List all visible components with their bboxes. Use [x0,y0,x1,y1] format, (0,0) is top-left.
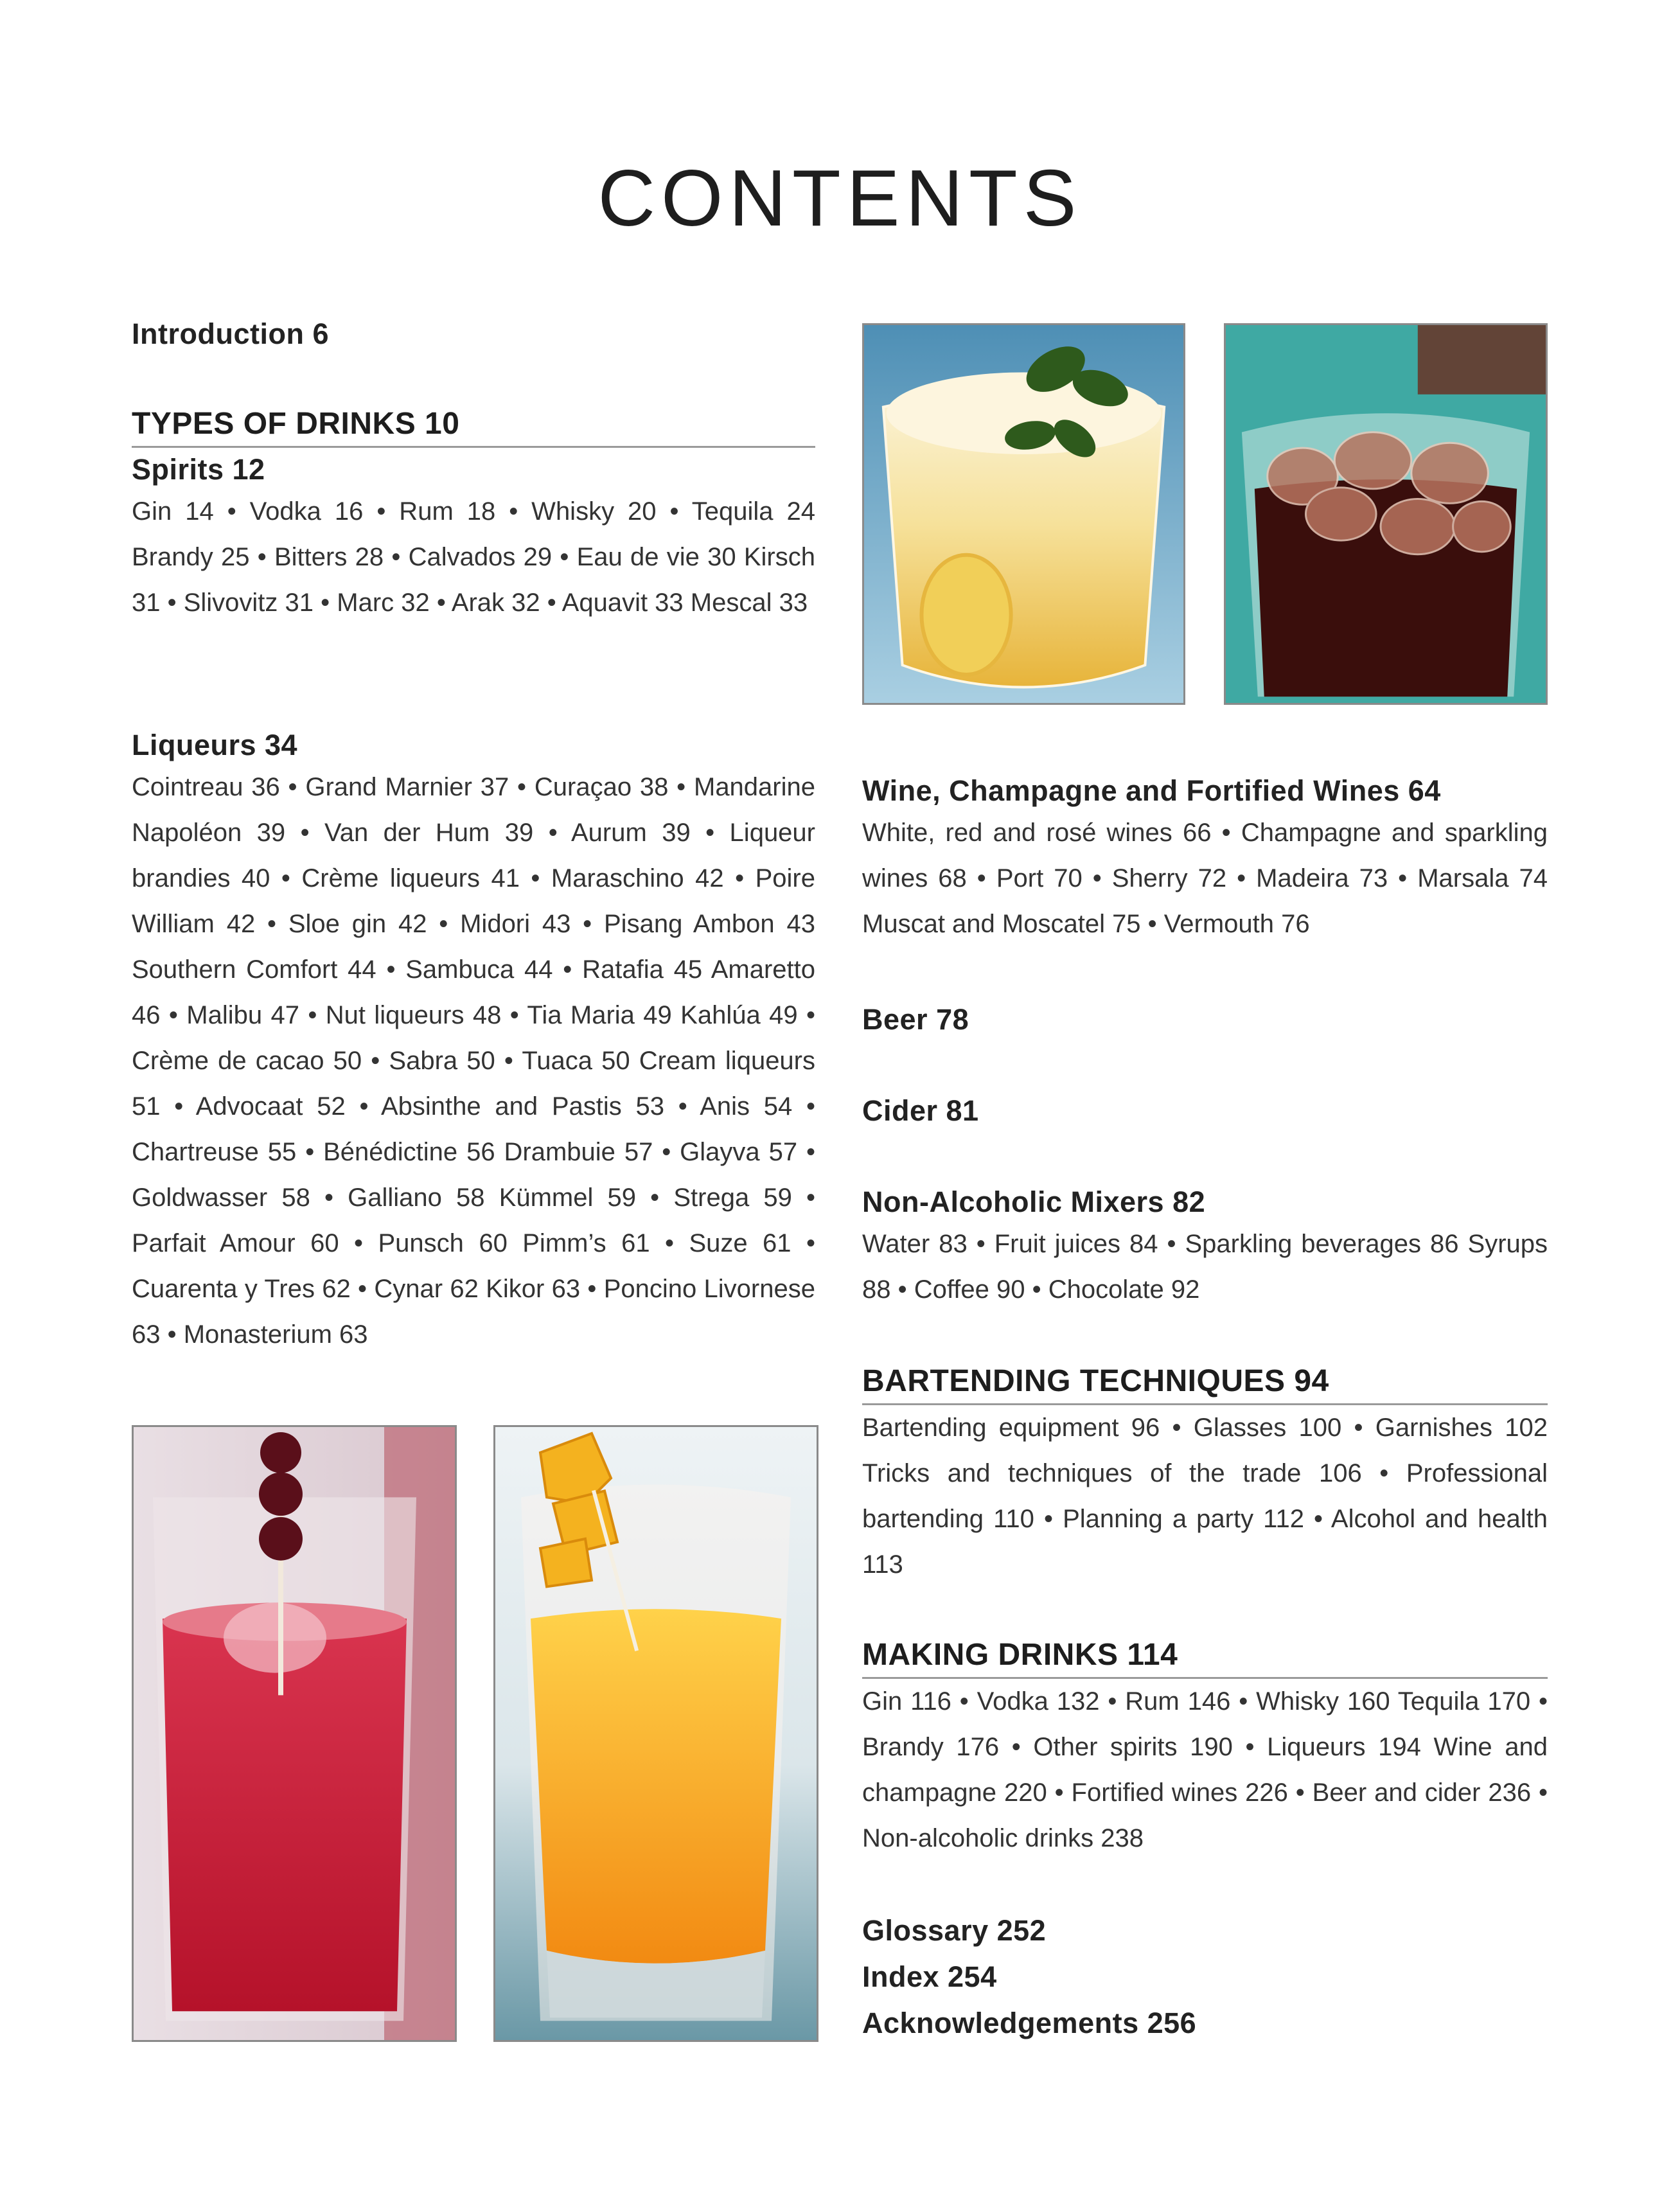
bartending-heading: BARTENDING TECHNIQUES 94 [862,1362,1548,1405]
acknowledgements-entry: Acknowledgements 256 [862,2007,1197,2039]
making-section [862,1636,1548,1861]
mixers-list: Water 83 • Fruit juices 84 • Sparkling beverages 86 Syrups 88 • Coffee 90 • Chocolate 92 [862,1230,1548,1304]
liqueurs-heading: Liqueurs 34 [132,729,298,761]
intro-entry [132,315,815,353]
wine-heading: Wine, Champagne and Fortified Wines 64 [862,774,1441,807]
liqueurs-list: Cointreau 36 • Grand Marnier 37 • Curaçao 38 • Mandarine Napoléon 39 • Van der Hum 39 • Aurum 39 • Liqueur brandies 40 • Crème liqueurs 41 • Maraschino 42 • Poire William 42 • Sloe gin 42 • Midori 43 • Pisang Ambon 43 Southern Comfort 44 • Sambuca 44 • Ratafia 45 Amaretto 46 • Malibu 47 • Nut liqueurs 48 • Tia Maria 49 Kahlúa 49 • Crème de cacao 50 • Sabra 50 • Tuaca 50 Cream liqueurs 51 • Advocaat 52 • Absinthe and Pastis 53 • Anis 54 • Chartreuse 55 • Bénédictine 56 Drambuie 57 • Glayva 57 • Goldwasser 58 • Galliano 58 Kümmel 59 • Strega 59 • Parfait Amour 60 • Punsch 60 Pimm’s 61 • Suze 61 • Cuarenta y Tres 62 • Cynar 62 Kikor 63 • Poncino Livornese 63 • Monasterium 63 [132,773,815,1349]
bartending-list: Bartending equipment 96 • Glasses 100 • Garnishes 102 Tricks and techniques of the trade 106 • Professional bartending 110 • Planning a party 112 • Alcohol and health 113 [862,1414,1548,1579]
beer-heading: Beer 78 [862,1003,969,1036]
types-heading: TYPES OF DRINKS 10 [132,405,815,448]
intro-heading: Introduction 6 [132,317,329,350]
beer-entry [862,1000,1548,1039]
index-entry: Index 254 [862,1960,997,1993]
mixers-section [862,1183,1548,1313]
making-list: Gin 116 • Vodka 132 • Rum 146 • Whisky 160 Tequila 170 • Brandy 176 • Other spirits 190 • Liqueurs 194 Wine and champagne 220 • Fortified wines 226 • Beer and cider 236 • Non-alcoholic drinks 238 [862,1687,1548,1852]
spirits-heading: Spirits 12 [132,453,265,486]
red-cocktail-photo [132,1425,457,2042]
making-heading: MAKING DRINKS 114 [862,1636,1548,1679]
orange-juice-photo [493,1425,818,2042]
spirits-list: Gin 14 • Vodka 16 • Rum 18 • Whisky 20 • Tequila 24 Brandy 25 • Bitters 28 • Calvados 29 • Eau de vie 30 Kirsch 31 • Slivovitz 31 • Marc 32 • Arak 32 • Aquavit 33 Mescal 33 [132,497,815,617]
wine-list: White, red and rosé wines 66 • Champagne and sparkling wines 68 • Port 70 • Sherry 72 • Madeira 73 • Marsala 74 Muscat and Moscatel 75 • Vermouth 76 [862,819,1548,938]
frozen-cocktail-photo [862,323,1185,705]
glossary-entry: Glossary 252 [862,1914,1047,1947]
types-section [132,405,815,626]
cider-entry [862,1092,1548,1130]
cider-heading: Cider 81 [862,1094,979,1127]
cola-on-ice-photo [1224,323,1548,705]
mixers-heading: Non-Alcoholic Mixers 82 [862,1185,1206,1218]
liqueurs-section [132,726,815,1358]
bartending-section [862,1362,1548,1588]
wine-section [862,772,1548,947]
page-title: CONTENTS [597,154,1083,243]
back-matter [862,1912,1548,2043]
